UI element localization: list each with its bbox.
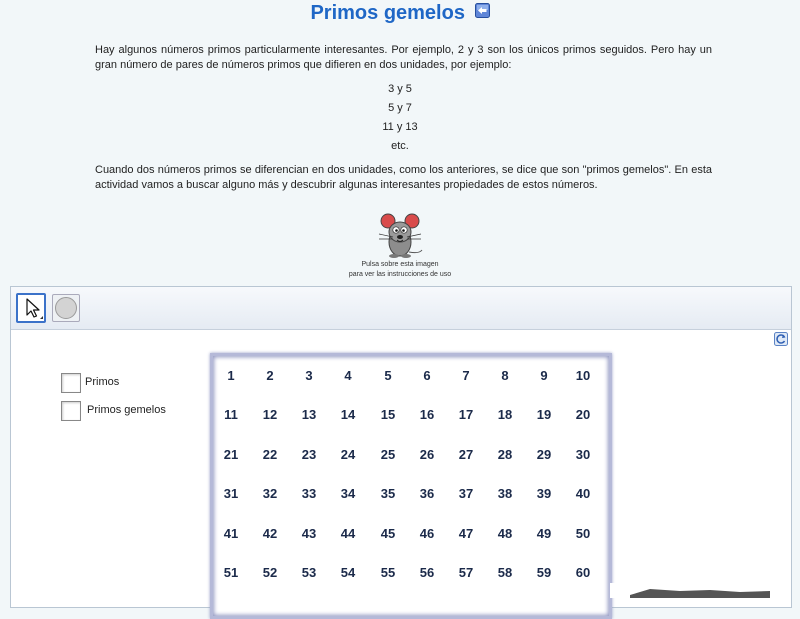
grid-number[interactable]: 45 [380,525,396,541]
grid-number[interactable]: 25 [380,446,396,462]
number-grid [210,353,612,619]
grid-number[interactable]: 19 [536,407,552,423]
grid-number[interactable]: 21 [223,446,239,462]
grid-number[interactable]: 48 [497,525,513,541]
grid-number[interactable]: 32 [262,486,278,502]
example-item: 11 y 13 [382,121,418,133]
grid-number[interactable]: 34 [340,486,356,502]
help-caption [300,260,500,280]
grid-number[interactable]: 53 [301,565,317,580]
grid-number[interactable]: 31 [223,486,239,502]
grid-number[interactable]: 16 [419,407,435,423]
help-caption-line: Pulsa sobre esta imagen [361,261,439,268]
grid-number[interactable]: 44 [340,525,356,541]
grid-number[interactable]: 8 [501,368,509,383]
grid-number[interactable]: 58 [497,565,513,580]
grid-number[interactable]: 42 [262,525,278,541]
grid-number[interactable]: 6 [423,368,431,383]
page-title [0,2,800,25]
grid-number[interactable]: 13 [301,407,317,423]
grid-number[interactable]: 20 [575,407,591,423]
grid-number[interactable]: 37 [458,486,474,502]
grid-number[interactable]: 39 [536,486,552,502]
cursor-arrow-icon [18,295,44,321]
grid-number[interactable]: 22 [262,446,278,462]
example-item: 5 y 7 [388,102,412,114]
grid-number[interactable]: 36 [419,486,435,502]
partial-image-fragment [610,583,775,598]
grid-number[interactable]: 33 [301,486,317,502]
point-tool-button[interactable] [52,294,80,322]
grid-number[interactable]: 5 [384,368,392,383]
circle-icon [55,297,77,319]
grid-number[interactable]: 56 [419,565,435,580]
grid-number[interactable]: 2 [266,368,274,383]
grid-number[interactable]: 57 [458,565,474,580]
grid-number[interactable]: 51 [223,565,239,580]
grid-number[interactable]: 15 [380,407,396,423]
grid-number[interactable]: 24 [340,446,356,462]
grid-number[interactable]: 12 [262,407,278,423]
twin-primes-checkbox-label: Primos gemelos [87,404,166,416]
grid-number[interactable]: 11 [224,407,238,423]
grid-number[interactable]: 35 [380,486,396,502]
grid-number[interactable]: 7 [462,368,470,383]
grid-number[interactable]: 55 [380,565,396,580]
example-item: 3 y 5 [388,83,412,95]
grid-number[interactable]: 14 [340,407,356,423]
example-item: etc. [391,140,409,152]
primes-checkbox[interactable] [61,373,81,393]
grid-number[interactable]: 29 [536,446,552,462]
grid-number[interactable]: 27 [458,446,474,462]
grid-number[interactable]: 38 [497,486,513,502]
grid-number[interactable]: 47 [458,525,474,541]
grid-number[interactable]: 17 [458,407,474,423]
grid-number[interactable]: 43 [301,525,317,541]
grid-number[interactable]: 1 [227,368,235,383]
grid-number[interactable]: 26 [419,446,435,462]
refresh-icon[interactable] [774,332,788,346]
grid-number[interactable]: 50 [575,525,591,541]
examples-list [0,81,800,157]
grid-number[interactable]: 9 [540,368,548,383]
grid-number[interactable]: 46 [419,525,435,541]
grid-number[interactable]: 40 [575,486,591,502]
twin-primes-checkbox[interactable] [61,401,81,421]
arrow-left-icon[interactable] [475,3,490,18]
grid-number[interactable]: 60 [575,565,591,580]
grid-number[interactable]: 54 [340,565,356,580]
grid-number[interactable]: 18 [497,407,513,423]
page-title-text: Primos gemelos [310,2,465,24]
help-caption-line: para ver las instrucciones de uso [348,271,452,278]
geogebra-applet[interactable] [10,286,792,608]
applet-toolbar [11,287,791,330]
grid-number[interactable]: 59 [536,565,552,580]
grid-number[interactable]: 3 [305,368,313,383]
grid-number[interactable]: 41 [223,525,239,541]
grid-number[interactable]: 23 [301,446,317,462]
grid-number[interactable]: 10 [575,368,591,383]
twin-primes-paragraph: Cuando dos números primos se diferencian en dos unidades, como los anteriores, se dice que son "primos gemelos". En esta actividad vamos a buscar alguno más y descubrir algunas interesantes propiedades de estos números. [95,164,712,191]
grid-number[interactable]: 52 [262,565,278,580]
grid-number[interactable]: 4 [344,368,352,383]
grid-number[interactable]: 28 [497,446,513,462]
primes-checkbox-label: Primos [85,376,120,388]
move-tool-button[interactable] [16,293,46,323]
mouse-icon[interactable] [375,210,425,262]
grid-number[interactable]: 49 [536,525,552,541]
grid-number[interactable]: 30 [575,446,591,462]
intro-paragraph: Hay algunos números primos particularmente interesantes. Por ejemplo, 2 y 3 son los únicos primos seguidos. Pero hay un gran número de pares de números primos que difieren en dos unidades, por ejemplo: [95,44,712,71]
